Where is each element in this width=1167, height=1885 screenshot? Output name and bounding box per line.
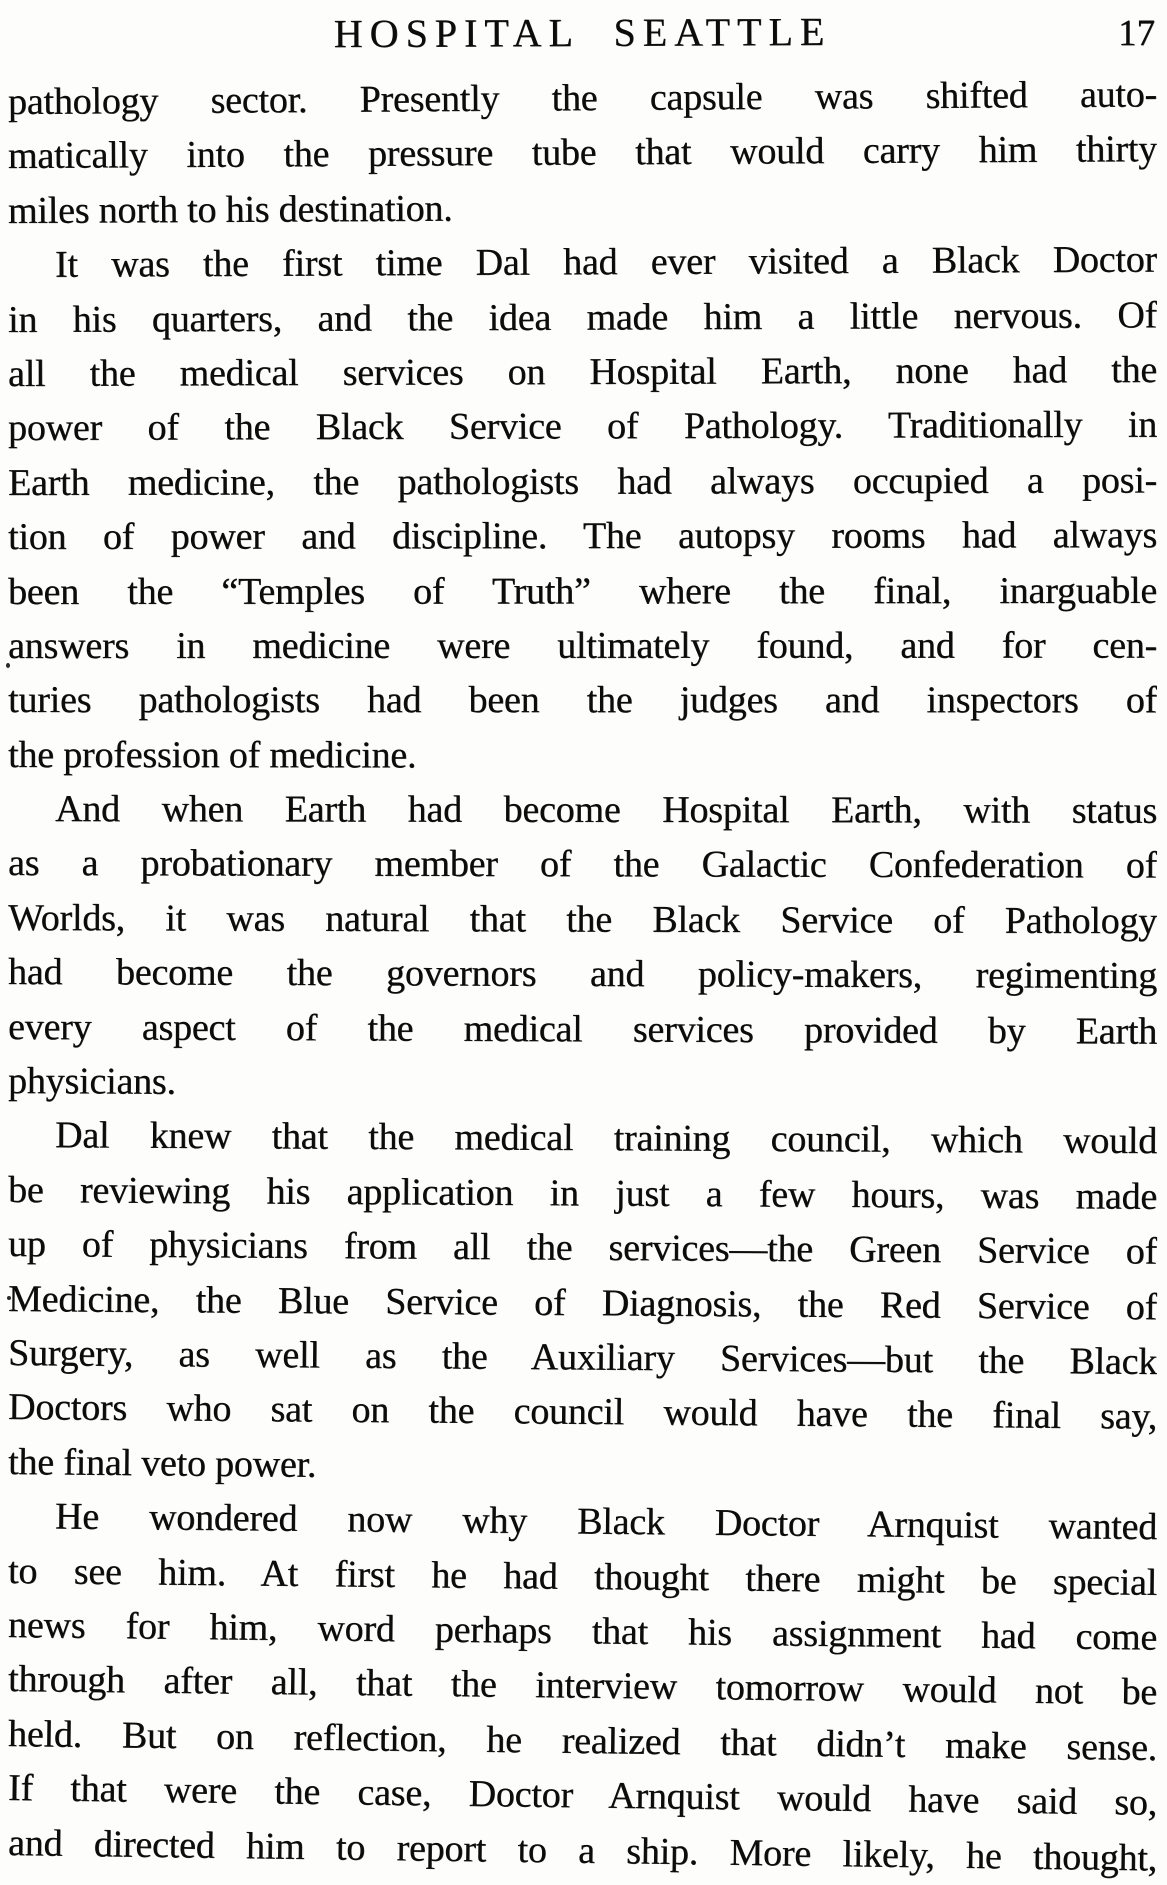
body-line: Doctors who sat on the council would have the final say, — [7, 1386, 1158, 1439]
body-line: to see him. At first he had thought there might be special — [7, 1549, 1158, 1604]
body-line: And when Earth had become Hospital Earth, with status — [54, 788, 1158, 832]
body-line: had become the governors and policy-makers, regimenting — [7, 951, 1158, 998]
body-line: news for him, word perhaps that his assignment had come — [7, 1603, 1158, 1659]
body-line: tion of power and discipline. The autopsy rooms had always — [7, 514, 1158, 559]
body-line: pathology sector. Presently the capsule was shifted auto- — [7, 73, 1158, 123]
body-line: up of physicians from all the services—the Green Service of — [7, 1223, 1158, 1273]
body-line: and directed him to report to a ship. More likely, he thought, — [7, 1821, 1158, 1879]
page-body — [7, 73, 1158, 1879]
body-line: It was the first time Dal had ever visited a Black Doctor — [54, 238, 1158, 286]
body-line: matically into the pressure tube that would carry him thirty — [7, 128, 1158, 178]
body-line: the final veto power. — [7, 1440, 317, 1486]
body-line: Surgery, as well as the Auxiliary Services—but the Black — [7, 1331, 1158, 1383]
body-line: held. But on reflection, he realized that didn’t make sense. — [7, 1712, 1158, 1769]
body-line: power of the Black Service of Pathology. Traditionally in — [7, 404, 1158, 450]
body-line: Worlds, it was natural that the Black Service of Pathology — [7, 896, 1158, 943]
body-line: answers in medicine were ultimately found, and for cen- — [7, 624, 1158, 667]
running-title: HOSPITAL SEATTLE — [333, 8, 832, 57]
body-line: all the medical services on Hospital Earth, none had the — [7, 348, 1158, 395]
body-line: If that were the case, Doctor Arnquist would have said so, — [7, 1767, 1158, 1824]
body-line: in his quarters, and the idea made him a little nervous. Of — [7, 293, 1158, 341]
page-header — [8, 10, 1157, 62]
body-line: be reviewing his application in just a few hours, was made — [7, 1168, 1158, 1218]
body-line: miles north to his destination. — [7, 187, 453, 232]
body-line: Medicine, the Blue Service of Diagnosis, the Red Service of — [7, 1277, 1158, 1328]
body-line: turies pathologists had been the judges and inspectors of — [7, 679, 1158, 722]
body-line: Dal knew that the medical training council, which would — [54, 1114, 1158, 1163]
body-line: Earth medicine, the pathologists had always occupied a posi- — [7, 459, 1158, 504]
body-line: been the “Temples of Truth” where the final, inarguable — [7, 569, 1158, 613]
body-line: every aspect of the medical services provided by Earth — [7, 1005, 1158, 1053]
body-line: as a probationary member of the Galactic Confederation of — [7, 842, 1158, 887]
page-number: 17 — [1118, 13, 1155, 54]
body-line: physicians. — [7, 1060, 176, 1103]
body-line: the profession of medicine. — [7, 733, 417, 777]
body-line: through after all, that the interview tomorrow would not be — [7, 1658, 1158, 1714]
body-line: He wondered now why Black Doctor Arnquist wanted — [54, 1495, 1158, 1549]
